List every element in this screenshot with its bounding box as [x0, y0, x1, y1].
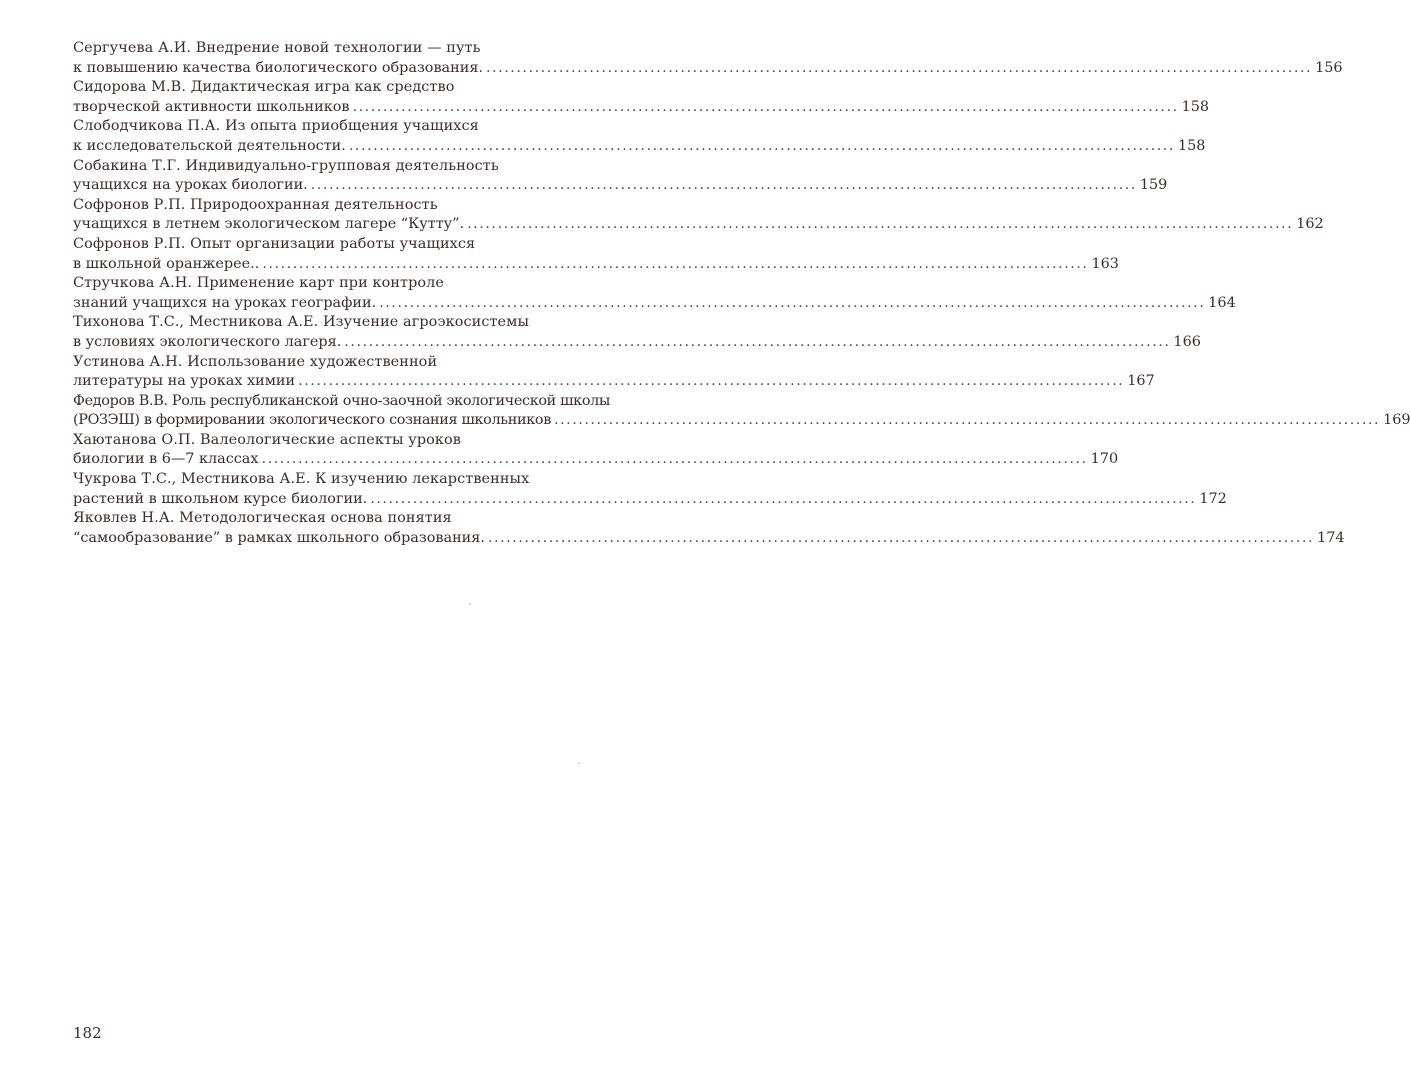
- toc-entry: [73, 117, 1206, 156]
- toc-entry-page: 162: [1296, 216, 1324, 233]
- toc-entry: [73, 392, 1411, 431]
- toc-entry-page: 158: [1177, 137, 1206, 154]
- toc-entry-title: Федоров В.В. Роль республиканской очно-заочной экологической школы: [73, 392, 611, 409]
- toc-entry-title: Стручкова А.Н. Применение карт при контроле: [73, 275, 445, 292]
- toc-entry-page: 172: [1199, 490, 1227, 507]
- toc-entry: [73, 78, 1210, 117]
- toc-entry-title-continuation: учащихся в летнем экологическом лагере “Кутту”.: [73, 216, 465, 233]
- toc-entry: [73, 157, 1168, 196]
- toc-entry-page: 163: [1091, 255, 1119, 272]
- toc-entry-page: 170: [1090, 451, 1119, 468]
- dot-leader: ........................................................................................................................................: [553, 412, 1381, 429]
- dot-leader: ........................................................................................................................................: [467, 216, 1294, 233]
- toc-entry-title-continuation: в школьной оранжерее..: [73, 255, 260, 272]
- toc-entry-page: 169: [1383, 412, 1411, 429]
- toc-entry-title: Тихонова Т.С., Местникова А.Е. Изучение агроэкосистемы: [73, 314, 529, 331]
- toc-entry: [73, 196, 1324, 235]
- toc-entry-title: Сидорова М.В. Дидактическая игра как средство: [73, 79, 455, 96]
- toc-entry-title: Софронов Р.П. Опыт организации работы учащихся: [73, 235, 476, 252]
- paper-speck: [578, 762, 580, 764]
- toc-entry-title: Яковлев Н.А. Методологическая основа понятия: [73, 510, 452, 527]
- dot-leader: ........................................................................................................................................: [344, 333, 1171, 350]
- toc-entry-title: Сергучева А.И. Внедрение новой технологии — путь: [73, 40, 481, 56]
- toc-entry-title-continuation: творческой активности школьников: [73, 98, 350, 115]
- toc-entry-title: Хаютанова О.П. Валеологические аспекты уроков: [73, 431, 461, 448]
- toc-entry: [73, 313, 1201, 352]
- toc-entry: [73, 470, 1227, 509]
- toc-entry-page: 158: [1181, 98, 1210, 115]
- toc-entry-page: 164: [1208, 294, 1236, 311]
- paper-speck: [469, 603, 471, 605]
- toc-entry-page: 167: [1127, 373, 1155, 390]
- toc-entry-title-continuation: в условиях экологического лагеря.: [73, 333, 342, 350]
- toc-entry-page: 156: [1315, 59, 1343, 76]
- toc-entry-title: Слободчикова П.А. Из опыта приобщения учащихся: [73, 118, 479, 135]
- toc-entry-title: Собакина Т.Г. Индивидуально-групповая деятельность: [73, 157, 499, 174]
- dot-leader: ........................................................................................................................................: [348, 137, 1175, 154]
- dot-leader: ........................................................................................................................................: [261, 451, 1088, 468]
- toc-entry-title-continuation: биологии в 6—7 классах: [73, 451, 259, 468]
- toc-entry: [73, 509, 1345, 548]
- toc-entry-title: Чукрова Т.С., Местникова А.Е. К изучению лекарственных: [73, 471, 530, 488]
- toc-entry-title-continuation: знаний учащихся на уроках географии.: [73, 294, 377, 311]
- toc-entry-page: 166: [1173, 333, 1201, 350]
- dot-leader: ........................................................................................................................................: [370, 490, 1197, 507]
- toc-entry-title-continuation: к повышению качества биологического образования.: [73, 59, 483, 76]
- toc-entry: [73, 235, 1119, 274]
- dot-leader: ........................................................................................................................................: [487, 529, 1315, 546]
- toc-entry-page: 159: [1139, 177, 1168, 194]
- dot-leader: ........................................................................................................................................: [298, 373, 1125, 390]
- toc-entry: [73, 431, 1119, 470]
- dot-leader: ........................................................................................................................................: [352, 98, 1179, 115]
- dot-leader: ........................................................................................................................................: [485, 59, 1313, 76]
- toc-entry-title-continuation: литературы на уроках химии: [73, 373, 296, 390]
- dot-leader: ........................................................................................................................................: [310, 177, 1137, 194]
- toc-entry-title-continuation: растений в школьном курсе биологии.: [73, 490, 368, 507]
- dot-leader: ........................................................................................................................................: [262, 255, 1089, 272]
- toc-entry-page: 174: [1317, 529, 1345, 546]
- toc-entry: [73, 39, 1343, 78]
- toc-entry-title-continuation: (РОЗЭШ) в формировании экологического сознания школьников: [73, 412, 551, 429]
- toc-entry-title-continuation: учащихся на уроках биологии.: [73, 177, 308, 194]
- toc-entry-title: Софронов Р.П. Природоохранная деятельность: [73, 196, 438, 213]
- toc-entry: [73, 353, 1155, 392]
- toc-entry: [73, 274, 1236, 313]
- toc-entry-title-continuation: “самообразование” в рамках школьного образования.: [73, 529, 485, 546]
- dot-leader: ........................................................................................................................................: [379, 294, 1206, 311]
- toc-entry-title: Устинова А.Н. Использование художественной: [73, 353, 438, 370]
- page-number: 182: [73, 1024, 102, 1042]
- toc-entry-title-continuation: к исследовательской деятельности.: [73, 137, 346, 154]
- table-of-contents: [73, 39, 1411, 548]
